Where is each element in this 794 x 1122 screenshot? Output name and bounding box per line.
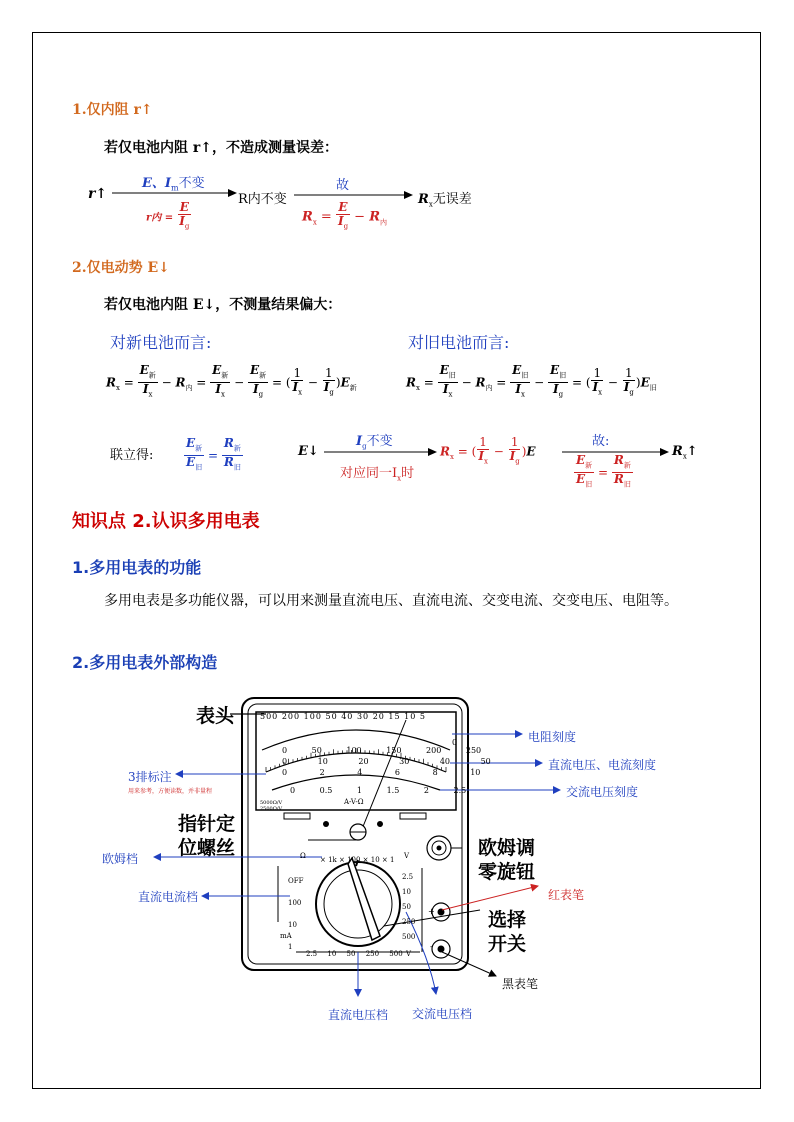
flow2-mid-formula: $R_x$ = ( $\frac{1}{I_x}$ − $\frac{1}{I_g}$ )E <box>440 435 536 466</box>
flow2-arrow2-bottom: $\frac{E_新}{E_旧}$ = $\frac{R_新}{R_旧}$ <box>576 453 631 489</box>
dial-range-top: × 1k × 100 × 10 × 1 <box>320 856 395 864</box>
label-sanpai-note: 用来参考，方便读数，并非量程 <box>128 788 213 795</box>
section1-heading: 1.仅内阻 r↑ <box>72 102 153 118</box>
label-zhiliu-kedu: 直流电压、电流刻度 <box>548 758 657 772</box>
meter-mid-label: A-V-Ω <box>344 798 364 806</box>
label-dianzu-kedu: 电阻刻度 <box>528 730 577 744</box>
scale-dc-top: 0 50 100 150 200 250 <box>282 746 482 755</box>
section2-statement: 若仅电池内阻 E↓，不测量结果偏大： <box>104 297 342 313</box>
flow2-arrow1-bottom: 对应同一$I_x$时 <box>340 466 415 483</box>
scale-ac: 0 0.5 1 1.5 2 2.5 <box>290 786 467 795</box>
dial-v-sign: V <box>404 852 410 860</box>
switch-ma-label: mA <box>280 932 292 940</box>
old-battery-formula: $R_x$ = $\frac{E_旧}{I_x}$ − $R_内$ = $\frac{E_旧}{I_x}$ − $\frac{E_旧}{I_g}$ = ( $\frac{1}{I_x}$ − $\frac{1}{I_g}$ )$E_旧$ <box>406 363 657 399</box>
scale-ohm: 500 200 100 50 40 30 20 15 10 5 <box>260 712 426 721</box>
sub2-title: 2.多用电表外部构造 <box>72 653 218 672</box>
meter-small-label: 5000Ω/V 2500Ω/V <box>260 800 283 812</box>
flow1-mid: R内不变 <box>238 192 287 207</box>
switch-bottom-scale: 2.5 10 50 250 500 <box>306 950 403 958</box>
flow1-arrow2 <box>292 188 416 202</box>
plus-sign: + <box>428 907 435 916</box>
lianli-formula: $\frac{E_新}{E_旧}$ = $\frac{R_新}{R_旧}$ <box>186 436 241 472</box>
new-battery-formula: $R_x$ = $\frac{E_新}{I_x}$ − $R_内$ = $\frac{E_新}{I_x}$ − $\frac{E_新}{I_g}$ = ( $\frac{1}{I_x}$ − $\frac{1}{I_g}$ )$E_新$ <box>106 363 357 399</box>
flow1-end: $R_x$无误差 <box>418 192 472 209</box>
scale-ohm-zero: 0 <box>452 738 458 747</box>
label-jiaoliu-kedu: 交流电压刻度 <box>566 785 639 799</box>
knowledge-point-title: 知识点 2.认识多用电表 <box>72 511 260 532</box>
flow1-arrow2-top: 故 <box>336 178 350 193</box>
switch-right-scale: 2.5 10 50 250 500 <box>402 873 416 941</box>
flow1-arrow2-bottom: $R_x$ = $\frac{E}{I_g}$ − $R_内$ <box>302 200 388 231</box>
lianli-label: 联立得: <box>110 448 154 463</box>
new-battery-label: 对新电池而言: <box>110 333 212 352</box>
switch-v-label: V <box>406 950 412 958</box>
label-zhiliu-dianliu: 直流电流档 <box>138 890 199 904</box>
label-hongbiao: 红表笔 <box>548 888 585 902</box>
sub1-paragraph: 多用电表是多功能仪器，可以用来测量直流电压、直流电流、交变电流、交变电压、电阻等。 <box>104 593 678 609</box>
flow2-end: $R_x↑$ <box>672 444 698 461</box>
label-oumudang: 欧姆档 <box>102 852 139 866</box>
label-sanpai: 3排标注 <box>128 770 172 784</box>
label-jiaoliu-dianya: 交流电压档 <box>412 1007 473 1021</box>
label-zhiliu-dianya: 直流电压档 <box>328 1008 389 1022</box>
switch-left-scale: OFF 100 10 1 <box>288 877 304 951</box>
label-oumutiao: 欧姆调 零旋钮 <box>478 837 536 883</box>
flow2-arrow1-top: $I_g$不变 <box>356 434 393 451</box>
scale-dc-bot: 0 2 4 6 8 10 <box>282 768 481 777</box>
section2-heading: 2.仅电动势 E↓ <box>72 260 170 276</box>
label-heibiao: 黑表笔 <box>502 977 539 991</box>
dial-ohm-sign: Ω <box>300 852 306 860</box>
flow1-arrow1-bottom: r内 = $\frac{E}{I_g}$ <box>146 200 190 231</box>
flow1-start: r↑ <box>88 186 108 202</box>
label-biaotou: 表头 <box>196 705 235 727</box>
flow2-start: E↓ <box>298 444 319 459</box>
label-xuanze: 选择 开关 <box>488 909 527 955</box>
sub1-title: 1.多用电表的功能 <box>72 558 202 577</box>
section1-statement: 若仅电池内阻 r↑，不造成测量误差： <box>104 140 338 156</box>
scale-dc-mid: 0 10 20 30 40 50 <box>282 757 491 766</box>
flow2-arrow2-top: 故: <box>592 434 610 449</box>
old-battery-label: 对旧电池而言: <box>408 333 510 352</box>
multimeter-diagram <box>90 690 710 1030</box>
flow1-arrow1-top: E、$I_m$不变 <box>142 176 205 193</box>
label-zhizhen: 指针定 位螺丝 <box>178 813 236 859</box>
minus-sign: - <box>430 942 433 951</box>
